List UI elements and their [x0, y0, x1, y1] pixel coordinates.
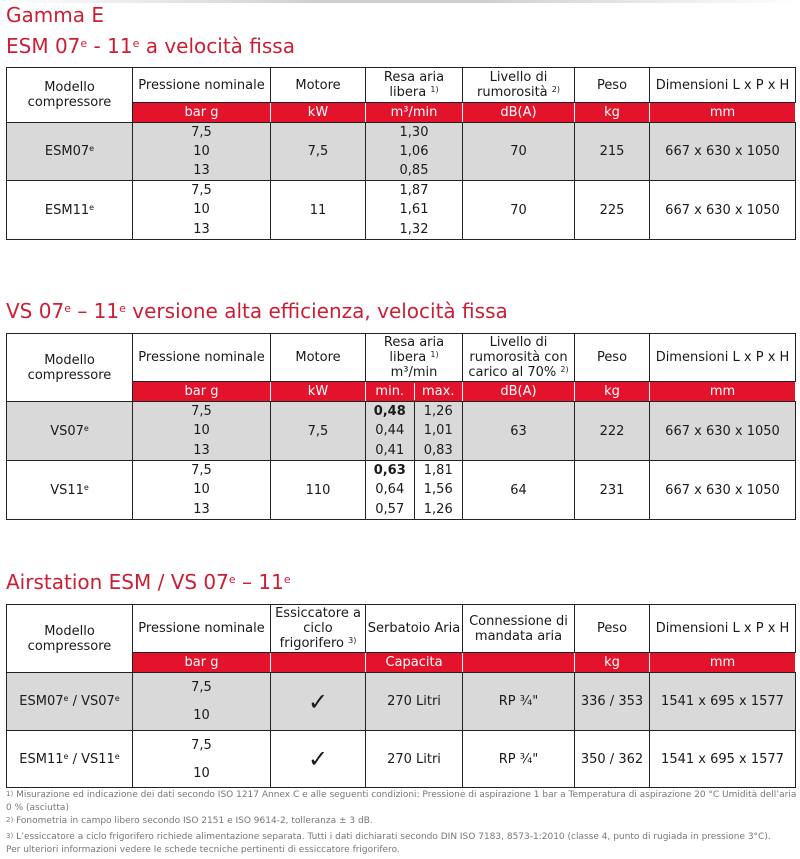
header-noise: Livello di rumorosità con carico al 70% $^{2)}$: [463, 334, 575, 382]
table-row: [7, 673, 796, 731]
header-dims: Dimensioni L x P x H: [650, 68, 796, 103]
header-model: Modello compressore: [7, 68, 133, 123]
air-max-column: 1,26 1,01 0,83: [414, 402, 463, 460]
unit-connection: [463, 653, 575, 673]
header-pressure: Pressione nominale: [133, 68, 271, 103]
unit-motor: kW: [271, 103, 366, 123]
unit-dims: mm: [650, 382, 796, 402]
noise-cell: 70: [463, 181, 575, 240]
air-max-column: 1,81 1,56 1,26: [414, 461, 463, 519]
dims-cell: 667 x 630 x 1050: [650, 461, 796, 520]
weight-cell: 215: [575, 123, 650, 181]
air-cell: 1,30 1,06 0,85: [366, 123, 463, 181]
dryer-check-icon: ✓: [271, 731, 366, 788]
tank-cell: 270 Litri: [366, 673, 463, 731]
pressure-cell: 7,5 10 13: [133, 402, 271, 461]
header-weight: Peso: [575, 68, 650, 103]
pressure-cell: 7,5 10: [133, 731, 271, 788]
unit-pressure: bar g: [133, 103, 271, 123]
weight-cell: 336 / 353: [575, 673, 650, 731]
top-shade-divider: [0, 0, 800, 3]
unit-pressure: bar g: [133, 653, 271, 673]
header-pressure: Pressione nominale: [133, 334, 271, 382]
header-pressure: Pressione nominale: [133, 605, 271, 653]
dryer-check-icon: ✓: [271, 673, 366, 731]
noise-cell: 70: [463, 123, 575, 181]
motor-cell: 7,5: [271, 402, 366, 461]
table-header-row: [7, 68, 796, 103]
tank-cell: 270 Litri: [366, 731, 463, 788]
dims-cell: 1541 x 695 x 1577: [650, 731, 796, 788]
motor-cell: 7,5: [271, 123, 366, 181]
unit-weight: kg: [575, 103, 650, 123]
header-motor: Motore: [271, 334, 366, 382]
header-air: Resa aria libera $^{1)}$: [366, 68, 463, 103]
model-cell: ESM07e / VS07e: [7, 673, 133, 731]
header-dims: Dimensioni L x P x H: [650, 605, 796, 653]
dims-cell: 667 x 630 x 1050: [650, 402, 796, 461]
section1-title: ESM 07e - 11e a velocità fissa: [6, 34, 295, 58]
section2-title: VS 07e – 11e versione alta efficienza, velocità fissa: [6, 299, 508, 323]
footnote-3: $^{3)}$ L’essiccatore a ciclo frigorifero richiede alimentazione separata. Tutti i dati dichiarati secondo DIN ISO 7183, 8573-1:2010 (classe 4, punto di rugiada in pressione 3°C). Per ulteriori informazioni vedere le schede tecniche pertinenti di essiccatore frigorifero.: [6, 832, 771, 855]
table-row: [7, 731, 796, 788]
table-row: [7, 123, 796, 181]
section3-table: [6, 604, 796, 788]
header-noise: Livello di rumorosità $^{2)}$: [463, 68, 575, 103]
air-min-column: 0,48 0,44 0,41: [373, 404, 406, 458]
dims-cell: 1541 x 695 x 1577: [650, 673, 796, 731]
section1-table: [6, 67, 796, 240]
noise-cell: 64: [463, 461, 575, 520]
header-motor: Motore: [271, 68, 366, 103]
motor-cell: 11: [271, 181, 366, 240]
unit-tank: Capacita: [366, 653, 463, 673]
section1-title-range: Gamma E: [6, 3, 104, 27]
air-cell: 1,87 1,61 1,32: [366, 181, 463, 240]
pressure-cell: 7,5 10 13: [133, 461, 271, 520]
motor-cell: 110: [271, 461, 366, 520]
unit-air: min. max.: [366, 382, 463, 402]
pressure-cell: 7,5 10: [133, 673, 271, 731]
connection-cell: RP ¾": [463, 731, 575, 788]
weight-cell: 350 / 362: [575, 731, 650, 788]
footnote-2: $^{2)}$ Fonometria in campo libero secondo ISO 2151 e ISO 9614-2, tolleranza ± 3 dB.: [6, 816, 373, 826]
table-header-row: [7, 334, 796, 382]
weight-cell: 231: [575, 461, 650, 520]
model-cell: VS11e: [7, 461, 133, 520]
section2-table: [6, 333, 796, 520]
header-model: Modello compressore: [7, 605, 133, 673]
model-cell: ESM11e / VS11e: [7, 731, 133, 788]
unit-pressure: bar g: [133, 382, 271, 402]
unit-weight: kg: [575, 653, 650, 673]
unit-dims: mm: [650, 653, 796, 673]
header-model: Modello compressore: [7, 334, 133, 402]
unit-noise: dB(A): [463, 103, 575, 123]
unit-motor: kW: [271, 382, 366, 402]
header-dims: Dimensioni L x P x H: [650, 334, 796, 382]
dims-cell: 667 x 630 x 1050: [650, 123, 796, 181]
dims-cell: 667 x 630 x 1050: [650, 181, 796, 240]
header-dryer: Essiccatore a ciclo frigorifero $^{3)}$: [271, 605, 366, 653]
unit-dims: mm: [650, 103, 796, 123]
unit-weight: kg: [575, 382, 650, 402]
table-row: [7, 402, 796, 461]
header-weight: Peso: [575, 605, 650, 653]
pressure-cell: 7,5 10 13: [133, 123, 271, 181]
header-tank: Serbatoio Aria: [366, 605, 463, 653]
model-cell: ESM11e: [7, 181, 133, 240]
noise-cell: 63: [463, 402, 575, 461]
header-weight: Peso: [575, 334, 650, 382]
unit-dryer: [271, 653, 366, 673]
model-cell: VS07e: [7, 402, 133, 461]
section3-title: Airstation ESM / VS 07e – 11e: [6, 570, 291, 594]
connection-cell: RP ¾": [463, 673, 575, 731]
weight-cell: 225: [575, 181, 650, 240]
air-cell: [366, 461, 463, 520]
header-air: Resa aria libera $^{1)}$ m³/min: [366, 334, 463, 382]
air-min-column: 0,63 0,64 0,57: [373, 463, 406, 517]
table-row: [7, 181, 796, 240]
model-cell: ESM07e: [7, 123, 133, 181]
pressure-cell: 7,5 10 13: [133, 181, 271, 240]
header-connection: Connessione di mandata aria: [463, 605, 575, 653]
unit-noise: dB(A): [463, 382, 575, 402]
air-cell: [366, 402, 463, 461]
footnote-1: $^{1)}$ Misurazione ed indicazione dei dati secondo ISO 1217 Annex C e alle seguenti condizioni: Pressione di aspirazione 1 bar a Temperatura di aspirazione 20 °C Umidità dell’aria 0 % (asciutta): [6, 790, 797, 813]
unit-air: m³/min: [366, 103, 463, 123]
table-row: [7, 461, 796, 520]
weight-cell: 222: [575, 402, 650, 461]
table-header-row: [7, 605, 796, 653]
